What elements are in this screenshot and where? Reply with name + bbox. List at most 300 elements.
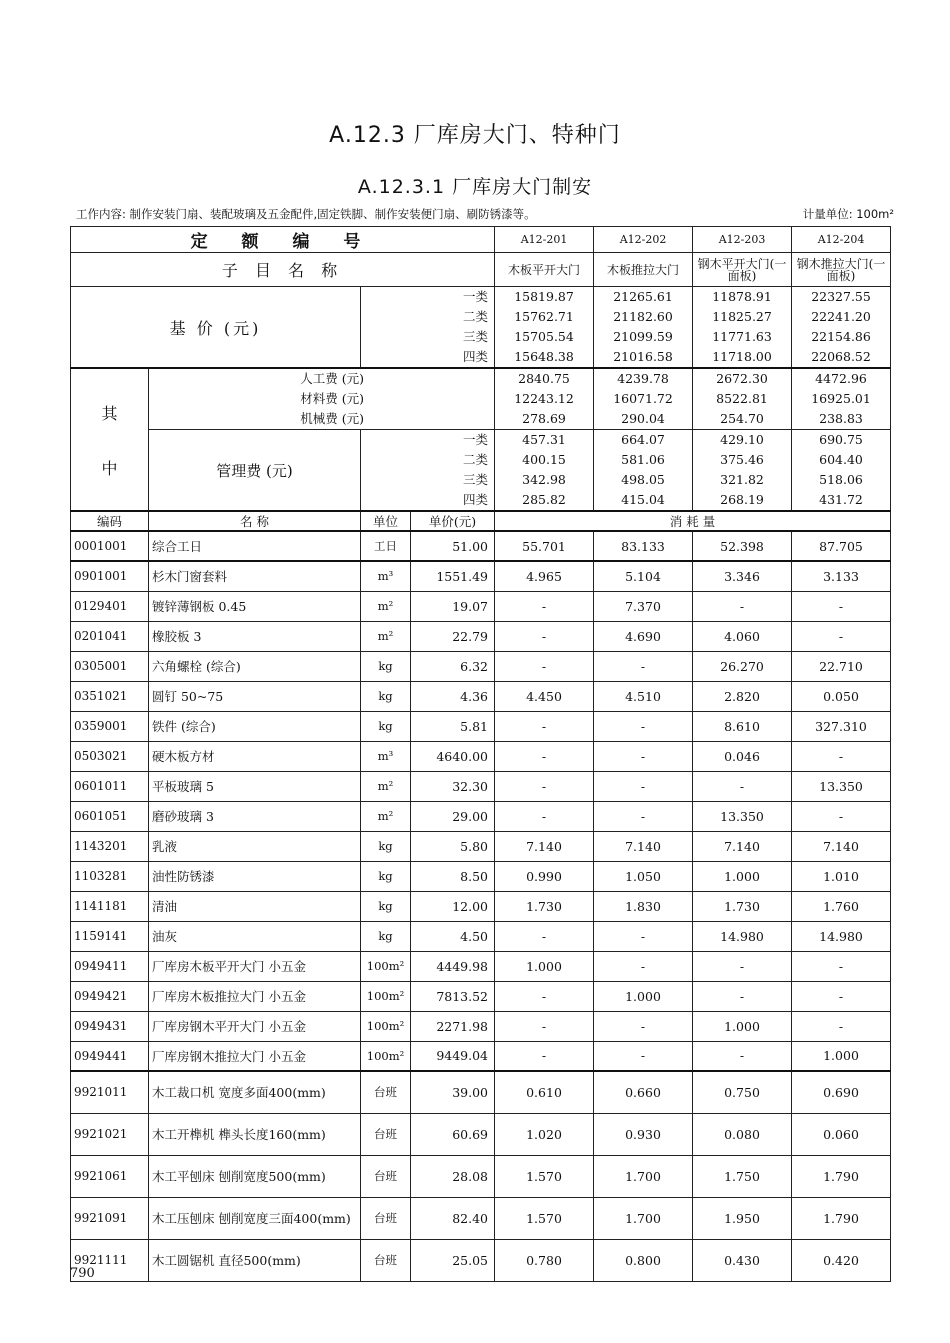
row-consumption: 0.050: [792, 681, 891, 711]
row-consumption: -: [693, 591, 792, 621]
row-price: 4.50: [411, 921, 495, 951]
fee-value-line: 16071.72: [613, 391, 673, 406]
row-consumption: 0.046: [693, 741, 792, 771]
row-code: 0901001: [71, 561, 149, 591]
row-consumption: 1.790: [792, 1197, 891, 1239]
fee-value-line: 278.69: [522, 411, 566, 426]
base-price-value-line: 15819.87: [514, 289, 574, 304]
row-consumption: -: [792, 591, 891, 621]
table-row: [71, 741, 891, 771]
row-consumption: 14.980: [792, 921, 891, 951]
row-consumption: -: [594, 771, 693, 801]
row-consumption: -: [495, 771, 594, 801]
base-price-value-line: 15705.54: [514, 329, 574, 344]
row-unit: m²: [361, 771, 411, 801]
row-code: 0503021: [71, 741, 149, 771]
quota-code-label: 定 额 编 号: [71, 227, 495, 253]
row-name: 综合工日: [149, 531, 361, 561]
row-consumption: -: [693, 951, 792, 981]
management-value-line: 457.31: [522, 432, 566, 447]
row-consumption: -: [792, 801, 891, 831]
management-value-line: 429.10: [720, 432, 764, 447]
fee-value-line: 8522.81: [716, 391, 768, 406]
row-code: 0949441: [71, 1041, 149, 1071]
row-consumption: 1.790: [792, 1155, 891, 1197]
management-value-line: 285.82: [522, 492, 566, 507]
row-consumption: 327.310: [792, 711, 891, 741]
row-consumption: -: [594, 741, 693, 771]
row-code: 1103281: [71, 861, 149, 891]
row-consumption: -: [594, 1041, 693, 1071]
row-consumption: -: [693, 981, 792, 1011]
row-unit: kg: [361, 831, 411, 861]
item-name: 钢木推拉大门(一面板): [792, 253, 891, 287]
row-consumption: 55.701: [495, 531, 594, 561]
base-price-class-line: 二类: [463, 309, 489, 324]
row-consumption: 4.690: [594, 621, 693, 651]
page-number: 790: [70, 1266, 95, 1281]
item-name: 木板推拉大门: [594, 253, 693, 287]
row-unit: 台班: [361, 1197, 411, 1239]
fee-label-line: 机械费 (元): [300, 411, 365, 426]
table-row: [71, 771, 891, 801]
management-value-line: 400.15: [522, 452, 566, 467]
table-row: [71, 1041, 891, 1071]
row-consumption: 0.420: [792, 1239, 891, 1281]
row-consumption: 0.610: [495, 1071, 594, 1113]
base-price-value-line: 22327.55: [811, 289, 871, 304]
row-consumption: 0.800: [594, 1239, 693, 1281]
row-consumption: 1.050: [594, 861, 693, 891]
row-consumption: 7.140: [594, 831, 693, 861]
row-price: 39.00: [411, 1071, 495, 1113]
row-consumption: 26.270: [693, 651, 792, 681]
row-code: 0601051: [71, 801, 149, 831]
row-name: 橡胶板 3: [149, 621, 361, 651]
row-consumption: 52.398: [693, 531, 792, 561]
row-consumption: 4.060: [693, 621, 792, 651]
row-unit: 台班: [361, 1113, 411, 1155]
management-value-line: 604.40: [819, 452, 863, 467]
row-price: 82.40: [411, 1197, 495, 1239]
row-unit: kg: [361, 891, 411, 921]
row-code: 0949411: [71, 951, 149, 981]
fee-value-line: 254.70: [720, 411, 764, 426]
management-value-line: 415.04: [621, 492, 665, 507]
row-price: 4449.98: [411, 951, 495, 981]
row-name: 平板玻璃 5: [149, 771, 361, 801]
fee-value-line: 4472.96: [815, 371, 867, 386]
row-consumption: -: [495, 1011, 594, 1041]
management-class-line: 一类: [463, 432, 489, 447]
row-consumption: 5.104: [594, 561, 693, 591]
breakdown-label-top: 其: [101, 403, 118, 423]
row-consumption: 4.450: [495, 681, 594, 711]
row-consumption: -: [495, 621, 594, 651]
row-consumption: -: [495, 591, 594, 621]
row-consumption: 1.010: [792, 861, 891, 891]
fee-value: [693, 368, 792, 430]
row-name: 圆钉 50~75: [149, 681, 361, 711]
row-name: 木工开榫机 榫头长度160(mm): [149, 1113, 361, 1155]
base-price-value-line: 15762.71: [514, 309, 574, 324]
base-price-value-line: 22068.52: [811, 349, 871, 364]
row-unit: m³: [361, 561, 411, 591]
row-consumption: 3.346: [693, 561, 792, 591]
table-row: [71, 651, 891, 681]
table-row: [71, 801, 891, 831]
table-row: [71, 1155, 891, 1197]
management-value-line: 518.06: [819, 472, 863, 487]
row-consumption: 14.980: [693, 921, 792, 951]
row-price: 7813.52: [411, 981, 495, 1011]
row-consumption: 0.750: [693, 1071, 792, 1113]
row-price: 28.08: [411, 1155, 495, 1197]
row-price: 19.07: [411, 591, 495, 621]
row-name: 木工圆锯机 直径500(mm): [149, 1239, 361, 1281]
row-consumption: 7.140: [495, 831, 594, 861]
fee-value: [594, 368, 693, 430]
row-consumption: 1.700: [594, 1197, 693, 1239]
row-name: 清油: [149, 891, 361, 921]
row-consumption: -: [792, 621, 891, 651]
row-consumption: -: [594, 921, 693, 951]
table-row: [71, 861, 891, 891]
row-code: 0949431: [71, 1011, 149, 1041]
row-consumption: 1.700: [594, 1155, 693, 1197]
col-header-name: 名 称: [149, 511, 361, 531]
base-price-value-line: 11718.00: [712, 349, 772, 364]
row-code: 9921111: [71, 1239, 149, 1281]
row-consumption: -: [792, 741, 891, 771]
row-name: 厂库房钢木推拉大门 小五金: [149, 1041, 361, 1071]
row-name: 磨砂玻璃 3: [149, 801, 361, 831]
row-name: 木工裁口机 宽度多面400(mm): [149, 1071, 361, 1113]
table-row: [71, 1011, 891, 1041]
row-consumption: -: [594, 711, 693, 741]
fee-value-line: 2840.75: [518, 371, 570, 386]
base-price-value-line: 15648.38: [514, 349, 574, 364]
row-name: 乳液: [149, 831, 361, 861]
management-value-line: 690.75: [819, 432, 863, 447]
row-price: 4.36: [411, 681, 495, 711]
base-price-value-line: 22241.20: [811, 309, 871, 324]
base-price-value: [594, 287, 693, 369]
management-value-line: 581.06: [621, 452, 665, 467]
fee-value-line: 4239.78: [617, 371, 669, 386]
row-consumption: 13.350: [792, 771, 891, 801]
management-value-line: 431.72: [819, 492, 863, 507]
row-consumption: 7.140: [693, 831, 792, 861]
row-unit: m³: [361, 741, 411, 771]
row-consumption: -: [594, 801, 693, 831]
fee-value-line: 2672.30: [716, 371, 768, 386]
row-consumption: 0.930: [594, 1113, 693, 1155]
row-price: 25.05: [411, 1239, 495, 1281]
row-code: 1143201: [71, 831, 149, 861]
row-code: 9921021: [71, 1113, 149, 1155]
measurement-unit: 计量单位: 100m²: [802, 207, 894, 221]
quota-table: [70, 226, 891, 1282]
row-consumption: 7.140: [792, 831, 891, 861]
table-row: [71, 891, 891, 921]
row-unit: 台班: [361, 1071, 411, 1113]
row-unit: m²: [361, 621, 411, 651]
work-content: 工作内容: 制作安装门扇、装配玻璃及五金配件,固定铁脚、制作安装便门扇、刷防锈漆等。: [76, 207, 536, 221]
row-price: 22.79: [411, 621, 495, 651]
management-class-line: 四类: [463, 492, 489, 507]
row-consumption: 0.080: [693, 1113, 792, 1155]
row-unit: m²: [361, 591, 411, 621]
row-code: 1159141: [71, 921, 149, 951]
row-consumption: 2.820: [693, 681, 792, 711]
table-row: [71, 561, 891, 591]
row-unit: 100m²: [361, 1011, 411, 1041]
quota-code: A12-201: [495, 227, 594, 253]
row-name: 铁件 (综合): [149, 711, 361, 741]
row-name: 杉木门窗套料: [149, 561, 361, 591]
row-price: 8.50: [411, 861, 495, 891]
row-code: 0001001: [71, 531, 149, 561]
base-price-value-line: 21182.60: [613, 309, 673, 324]
row-price: 5.80: [411, 831, 495, 861]
base-price-value: [693, 287, 792, 369]
row-unit: 工日: [361, 531, 411, 561]
col-header-consumption: 消 耗 量: [495, 511, 891, 531]
management-value-line: 375.46: [720, 452, 764, 467]
row-consumption: 1.000: [693, 861, 792, 891]
management-value-line: 268.19: [720, 492, 764, 507]
row-unit: 台班: [361, 1155, 411, 1197]
management-class: [361, 430, 495, 512]
row-consumption: 7.370: [594, 591, 693, 621]
base-price-class-line: 一类: [463, 289, 489, 304]
fee-value-line: 16925.01: [811, 391, 871, 406]
base-price-value-line: 11878.91: [712, 289, 772, 304]
fee-value-line: 238.83: [819, 411, 863, 426]
row-consumption: -: [792, 951, 891, 981]
row-code: 0201041: [71, 621, 149, 651]
row-consumption: -: [594, 1011, 693, 1041]
row-consumption: 0.990: [495, 861, 594, 891]
breakdown-label-bottom: 中: [101, 458, 118, 478]
row-name: 木工平刨床 刨削宽度500(mm): [149, 1155, 361, 1197]
row-code: 9921091: [71, 1197, 149, 1239]
row-consumption: 87.705: [792, 531, 891, 561]
row-name: 油性防锈漆: [149, 861, 361, 891]
row-unit: kg: [361, 681, 411, 711]
row-name: 木工压刨床 刨削宽度三面400(mm): [149, 1197, 361, 1239]
table-row: [71, 711, 891, 741]
management-value: [495, 430, 594, 512]
table-row: [71, 621, 891, 651]
row-name: 厂库房木板推拉大门 小五金: [149, 981, 361, 1011]
row-price: 4640.00: [411, 741, 495, 771]
base-price-value-line: 11825.27: [712, 309, 772, 324]
row-name: 厂库房木板平开大门 小五金: [149, 951, 361, 981]
table-row: [71, 591, 891, 621]
row-price: 1551.49: [411, 561, 495, 591]
row-unit: kg: [361, 861, 411, 891]
row-consumption: 8.610: [693, 711, 792, 741]
row-name: 六角螺栓 (综合): [149, 651, 361, 681]
fee-label-line: 材料费 (元): [300, 391, 365, 406]
fee-label: [149, 368, 495, 430]
row-consumption: -: [594, 951, 693, 981]
table-row: [71, 981, 891, 1011]
row-consumption: -: [495, 711, 594, 741]
table-row: [71, 1113, 891, 1155]
row-consumption: -: [495, 741, 594, 771]
base-price-value-line: 21099.59: [613, 329, 673, 344]
row-price: 51.00: [411, 531, 495, 561]
row-price: 29.00: [411, 801, 495, 831]
row-name: 油灰: [149, 921, 361, 951]
row-code: 0601011: [71, 771, 149, 801]
row-consumption: 22.710: [792, 651, 891, 681]
row-code: 0305001: [71, 651, 149, 681]
row-name: 硬木板方材: [149, 741, 361, 771]
row-consumption: 13.350: [693, 801, 792, 831]
row-consumption: 0.690: [792, 1071, 891, 1113]
row-code: 0359001: [71, 711, 149, 741]
table-row: [71, 951, 891, 981]
management-value-line: 342.98: [522, 472, 566, 487]
table-row: [71, 1239, 891, 1281]
row-consumption: 1.570: [495, 1197, 594, 1239]
row-consumption: 1.000: [693, 1011, 792, 1041]
base-price-class-line: 三类: [463, 329, 489, 344]
row-name: 厂库房钢木平开大门 小五金: [149, 1011, 361, 1041]
row-consumption: -: [495, 1041, 594, 1071]
row-unit: kg: [361, 711, 411, 741]
row-consumption: -: [693, 771, 792, 801]
table-row: [71, 831, 891, 861]
row-consumption: 0.060: [792, 1113, 891, 1155]
management-class-line: 二类: [463, 452, 489, 467]
row-consumption: -: [495, 801, 594, 831]
management-value-line: 498.05: [621, 472, 665, 487]
management-fee-label: 管理费 (元): [149, 430, 361, 512]
fee-label-line: 人工费 (元): [300, 371, 365, 386]
row-consumption: 0.430: [693, 1239, 792, 1281]
row-consumption: -: [693, 1041, 792, 1071]
base-price-value-line: 21265.61: [613, 289, 673, 304]
table-row: [71, 1197, 891, 1239]
base-price-class: [361, 287, 495, 369]
management-value: [792, 430, 891, 512]
row-consumption: 1.730: [495, 891, 594, 921]
table-row: [71, 1071, 891, 1113]
quota-code: A12-203: [693, 227, 792, 253]
management-class-line: 三类: [463, 472, 489, 487]
breakdown-label: [71, 368, 149, 511]
base-price-class-line: 四类: [463, 349, 489, 364]
row-consumption: -: [792, 1011, 891, 1041]
row-unit: kg: [361, 651, 411, 681]
row-consumption: 1.020: [495, 1113, 594, 1155]
row-consumption: 1.760: [792, 891, 891, 921]
row-consumption: 1.000: [792, 1041, 891, 1071]
table-row: [71, 921, 891, 951]
fee-value: [792, 368, 891, 430]
base-price-value-line: 21016.58: [613, 349, 673, 364]
row-price: 5.81: [411, 711, 495, 741]
management-value: [693, 430, 792, 512]
row-code: 9921011: [71, 1071, 149, 1113]
row-price: 6.32: [411, 651, 495, 681]
base-price-value-line: 11771.63: [712, 329, 772, 344]
row-consumption: 83.133: [594, 531, 693, 561]
row-unit: m²: [361, 801, 411, 831]
row-code: 0351021: [71, 681, 149, 711]
row-code: 9921061: [71, 1155, 149, 1197]
row-code: 0129401: [71, 591, 149, 621]
quota-code: A12-204: [792, 227, 891, 253]
row-consumption: 1.750: [693, 1155, 792, 1197]
fee-value: [495, 368, 594, 430]
row-consumption: -: [495, 921, 594, 951]
row-consumption: -: [495, 981, 594, 1011]
subsection-title: A.12.3.1 厂库房大门制安: [357, 176, 593, 198]
management-value-line: 321.82: [720, 472, 764, 487]
row-price: 2271.98: [411, 1011, 495, 1041]
row-unit: kg: [361, 921, 411, 951]
row-name: 镀锌薄钢板 0.45: [149, 591, 361, 621]
management-value-line: 664.07: [621, 432, 665, 447]
section-title: A.12.3 厂库房大门、特种门: [329, 123, 621, 148]
row-consumption: 1.830: [594, 891, 693, 921]
row-price: 32.30: [411, 771, 495, 801]
table-row: [71, 531, 891, 561]
row-consumption: 1.000: [495, 951, 594, 981]
item-name-label: 子 目 名 称: [71, 253, 495, 287]
row-unit: 100m²: [361, 1041, 411, 1071]
row-consumption: 3.133: [792, 561, 891, 591]
row-consumption: 0.780: [495, 1239, 594, 1281]
row-consumption: 4.965: [495, 561, 594, 591]
row-unit: 台班: [361, 1239, 411, 1281]
row-consumption: -: [495, 651, 594, 681]
row-consumption: 4.510: [594, 681, 693, 711]
fee-value-line: 290.04: [621, 411, 665, 426]
quota-code: A12-202: [594, 227, 693, 253]
base-price-value-line: 22154.86: [811, 329, 871, 344]
row-unit: 100m²: [361, 951, 411, 981]
row-consumption: 1.000: [594, 981, 693, 1011]
row-unit: 100m²: [361, 981, 411, 1011]
row-code: 0949421: [71, 981, 149, 1011]
row-consumption: 0.660: [594, 1071, 693, 1113]
row-price: 60.69: [411, 1113, 495, 1155]
row-consumption: -: [594, 651, 693, 681]
work-content-row: [76, 206, 894, 224]
base-price-value: [792, 287, 891, 369]
base-price-value: [495, 287, 594, 369]
row-consumption: 1.570: [495, 1155, 594, 1197]
row-code: 1141181: [71, 891, 149, 921]
row-consumption: 1.950: [693, 1197, 792, 1239]
table-row: [71, 681, 891, 711]
base-price-label: 基 价 (元): [71, 287, 361, 369]
fee-value-line: 12243.12: [514, 391, 574, 406]
col-header-price: 单价(元): [411, 511, 495, 531]
item-name: 钢木平开大门(一面板): [693, 253, 792, 287]
row-consumption: -: [792, 981, 891, 1011]
col-header-code: 编码: [71, 511, 149, 531]
item-name: 木板平开大门: [495, 253, 594, 287]
row-price: 9449.04: [411, 1041, 495, 1071]
